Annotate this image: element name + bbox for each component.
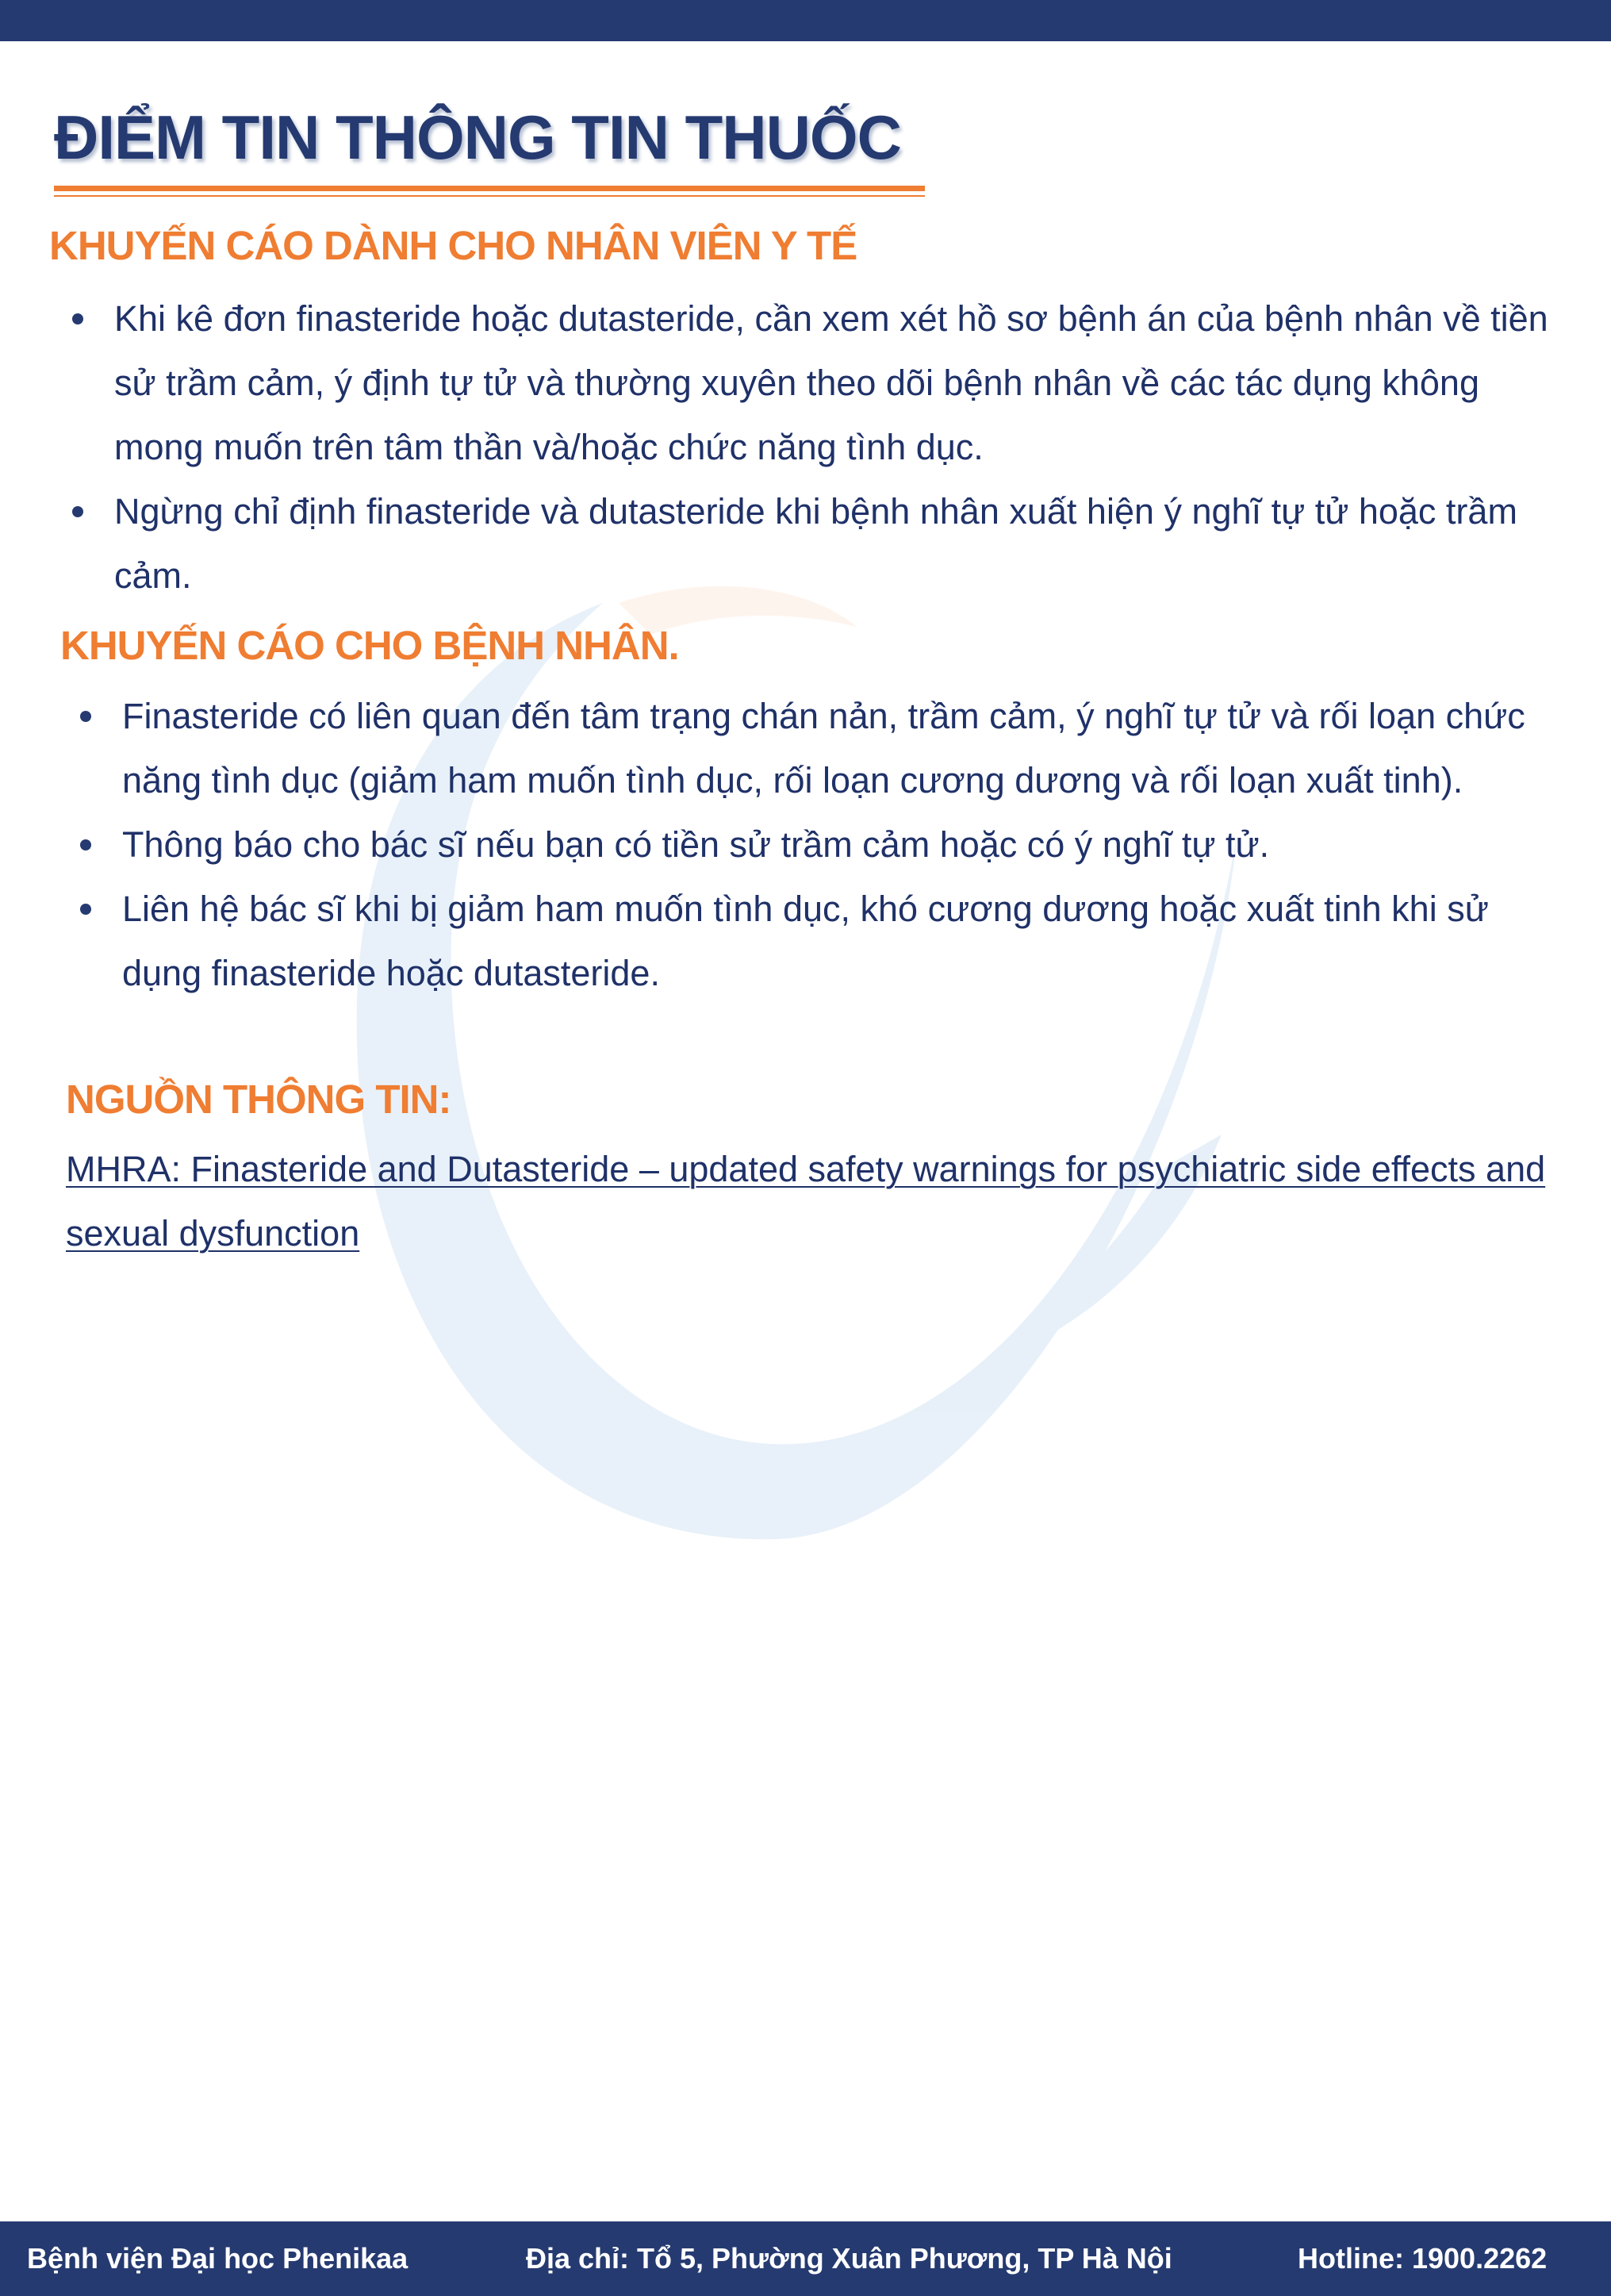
list-item: Finasteride có liên quan đến tâm trạng chán nản, trầm cảm, ý nghĩ tự tử và rối loạn chức năng tình dục (giảm ham muốn tình dục, rối loạn cương dương và rối loạn xuất tinh). (78, 684, 1563, 812)
list-item: Thông báo cho bác sĩ nếu bạn có tiền sử trầm cảm hoặc có ý nghĩ tự tử. (78, 812, 1563, 877)
footer-hospital: Bệnh viện Đại học Phenikaa (27, 2242, 409, 2275)
list-item: Khi kê đơn finasteride hoặc dutasteride, cần xem xét hồ sơ bệnh án của bệnh nhân về tiền sử trầm cảm, ý định tự tử và thường xuyên theo dõi bệnh nhân về các tác dụng không mong muốn trên tâm thần và/hoặc chức năng tình dục. (70, 286, 1561, 479)
bullet-icon (80, 711, 91, 722)
bullet-icon (72, 506, 83, 517)
source-link[interactable]: MHRA: Finasteride and Dutasteride – updated safety warnings for psychiatric side effects and sexual dysfunction (66, 1149, 1546, 1254)
source-heading: NGUỒN THÔNG TIN: (66, 1077, 451, 1122)
page-title: ĐIỂM TIN THÔNG TIN THUỐC (54, 102, 901, 172)
title-underline (54, 186, 925, 191)
staff-recommendations (70, 286, 1561, 608)
bullet-icon (80, 839, 91, 850)
footer-hotline: Hotline: 1900.2262 (1298, 2242, 1548, 2275)
footer (0, 2221, 1611, 2296)
bullet-icon (80, 904, 91, 915)
list-item: Liên hệ bác sĩ khi bị giảm ham muốn tình dục, khó cương dương hoặc xuất tinh khi sử dụng finasteride hoặc dutasteride. (78, 877, 1563, 1005)
patient-heading: KHUYẾN CÁO CHO BỆNH NHÂN. (60, 623, 679, 668)
footer-address: Địa chỉ: Tổ 5, Phường Xuân Phương, TP Hà Nội (526, 2242, 1172, 2275)
list-item: Ngừng chỉ định finasteride và dutasteride khi bệnh nhân xuất hiện ý nghĩ tự tử hoặc trầm cảm. (70, 479, 1561, 608)
patient-recommendations (78, 684, 1563, 1005)
bullet-icon (72, 313, 83, 324)
staff-heading: KHUYẾN CÁO DÀNH CHO NHÂN VIÊN Y TẾ (49, 223, 857, 268)
title-underline-thin (54, 195, 925, 197)
